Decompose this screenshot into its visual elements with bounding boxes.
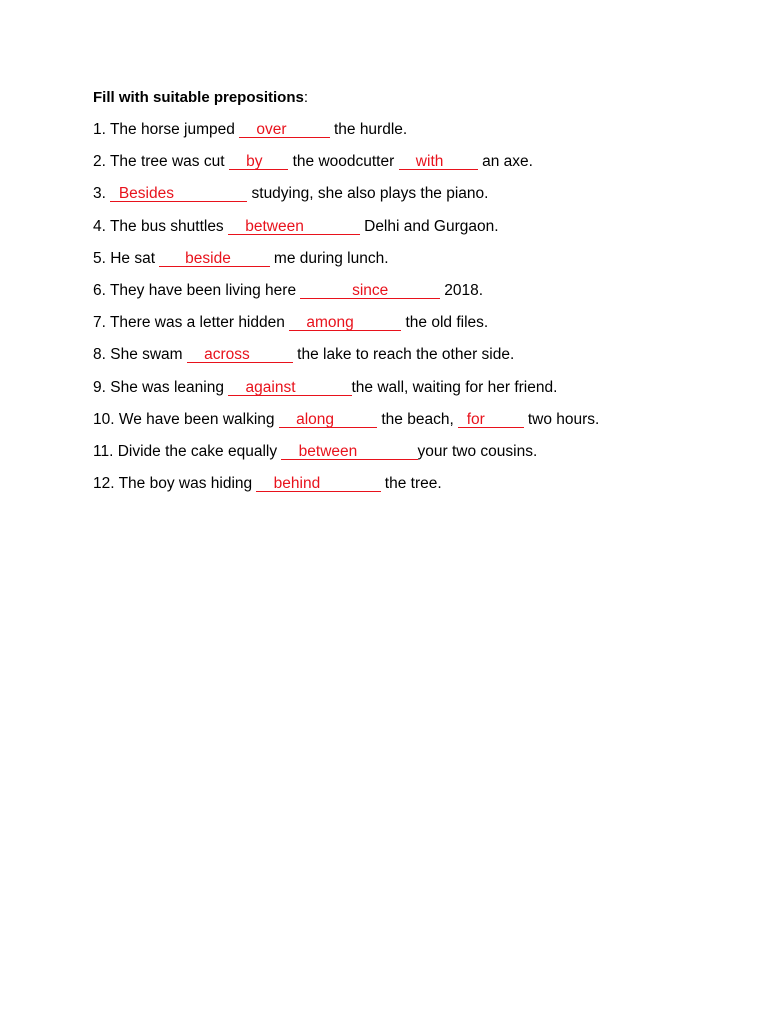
exercise-line: [93, 216, 728, 238]
answer-blank: Besides: [110, 185, 248, 203]
exercise-text: 6. They have been living here: [93, 281, 301, 299]
exercise-text: 10. We have been walking: [93, 410, 279, 428]
exercise-line: [93, 119, 728, 141]
answer-blank: between: [228, 217, 360, 235]
exercise-text: your two cousins.: [417, 442, 538, 460]
heading-text: Fill with suitable prepositions: [93, 89, 304, 106]
exercise-text: 5. He sat: [93, 249, 160, 267]
answer-blank: with: [398, 153, 478, 171]
exercise-text: 9. She was leaning: [93, 378, 229, 396]
exercise-text: 3.: [93, 185, 111, 203]
answer-blank: between: [281, 442, 418, 460]
exercise-text: me during lunch.: [269, 249, 389, 267]
exercise-text: the woodcutter: [288, 153, 399, 171]
exercise-text: 11. Divide the cake equally: [93, 442, 282, 460]
exercise-text: the lake to reach the other side.: [292, 346, 515, 364]
exercise-line: [93, 441, 728, 463]
worksheet-heading: [93, 87, 728, 109]
exercise-line: [93, 151, 728, 173]
exercise-line: [93, 409, 728, 431]
exercise-text: the beach,: [377, 410, 459, 428]
exercise-line: [93, 377, 728, 399]
exercise-text: the wall, waiting for her friend.: [351, 378, 558, 396]
exercise-text: the old files.: [401, 314, 489, 332]
exercise-line: [93, 248, 728, 270]
exercise-text: studying, she also plays the piano.: [247, 185, 489, 203]
exercise-text: the hurdle.: [329, 121, 408, 138]
heading-colon: :: [303, 89, 309, 106]
answer-blank: since: [300, 281, 440, 299]
answer-blank: by: [228, 153, 289, 171]
answer-blank: against: [228, 378, 352, 396]
exercise-text: the tree.: [380, 475, 442, 493]
exercise-text: Delhi and Gurgaon.: [359, 217, 499, 235]
answer-blank: among: [289, 314, 402, 332]
answer-blank: over: [239, 121, 330, 138]
exercise-text: 1. The horse jumped: [93, 121, 240, 138]
exercise-text: 8. She swam: [93, 346, 187, 364]
exercise-text: 2. The tree was cut: [93, 153, 229, 171]
answer-blank: beside: [159, 249, 270, 267]
exercise-text: 12. The boy was hiding: [93, 475, 257, 493]
answer-blank: for: [458, 410, 524, 428]
exercise-line: [93, 183, 728, 205]
exercise-text: an axe.: [477, 153, 533, 171]
exercise-text: 2018.: [439, 281, 484, 299]
exercise-line: [93, 312, 728, 334]
exercise-text: two hours.: [523, 410, 600, 428]
answer-blank: along: [278, 410, 378, 428]
answer-blank: behind: [256, 475, 381, 493]
exercise-line: [93, 280, 728, 302]
answer-blank: across: [186, 346, 293, 364]
exercise-text: 7. There was a letter hidden: [93, 314, 290, 332]
exercise-text: 4. The bus shuttles: [93, 217, 228, 235]
exercise-line: [93, 473, 728, 495]
exercise-list: [93, 119, 728, 495]
exercise-line: [93, 344, 728, 366]
